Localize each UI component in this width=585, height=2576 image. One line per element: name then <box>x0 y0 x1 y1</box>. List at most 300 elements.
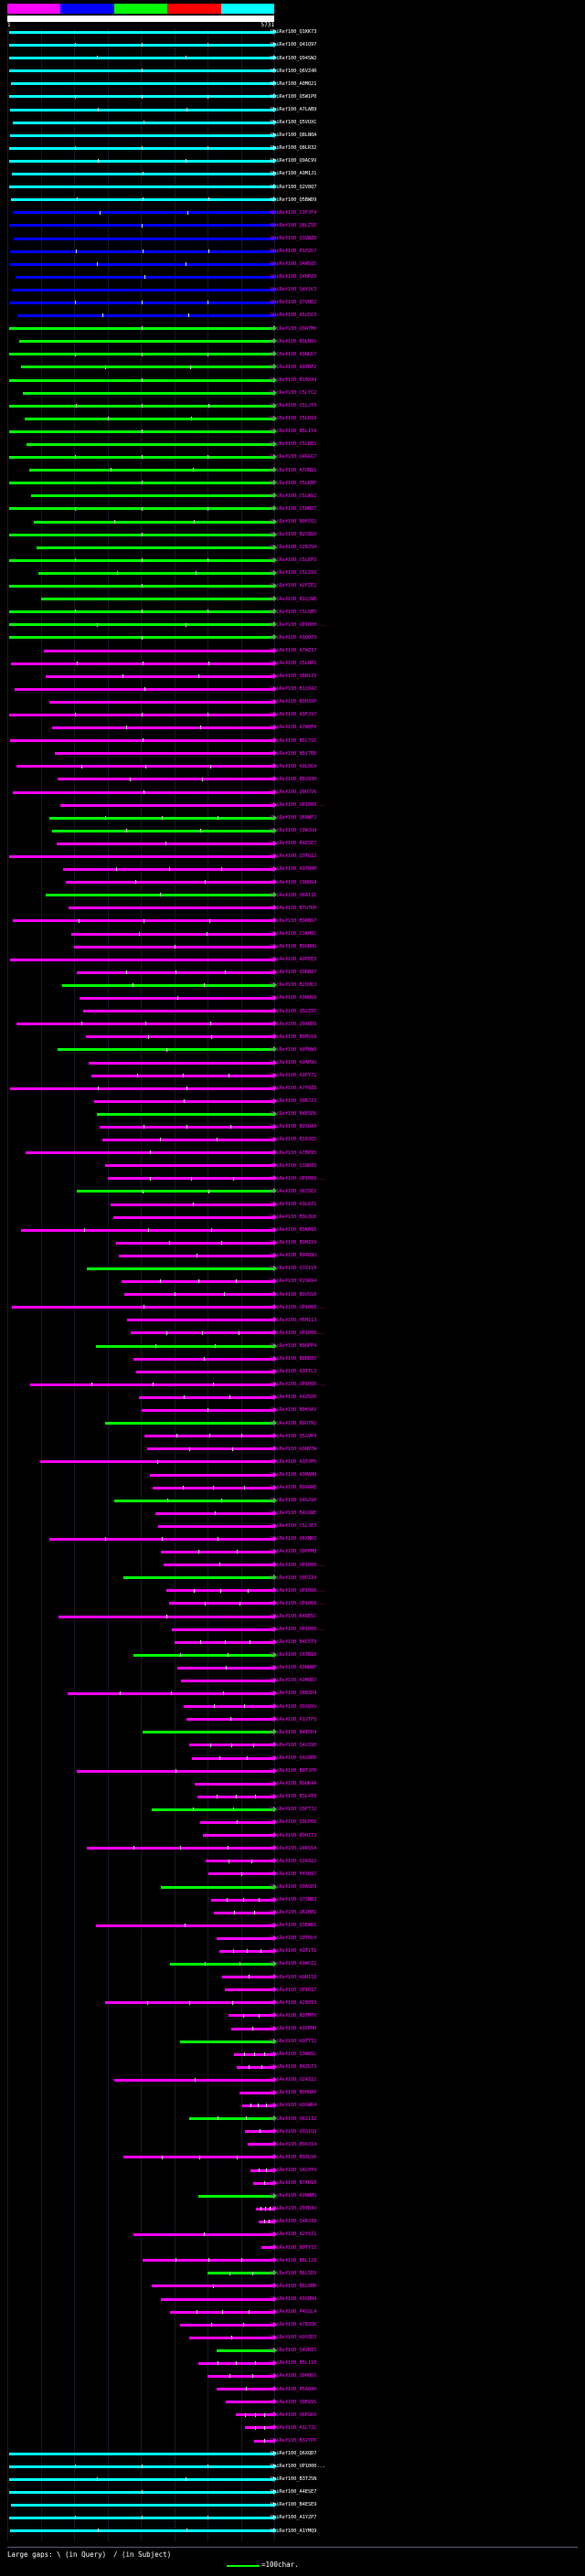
alignment-row[interactable] <box>0 2153 585 2166</box>
alignment-row[interactable] <box>0 248 585 260</box>
hit-label[interactable]: UniRef100_Q4VK85 <box>271 2348 317 2354</box>
hit-label[interactable]: UniRef100_B9HZ73 <box>271 1832 317 1839</box>
hsp-bar[interactable] <box>83 1010 274 1012</box>
alignment-row[interactable] <box>0 1535 585 1548</box>
hit-label[interactable]: UniRef100_Q2A322 <box>271 2077 317 2083</box>
alignment-row[interactable] <box>0 1484 585 1497</box>
alignment-row[interactable] <box>0 92 585 105</box>
alignment-row[interactable] <box>0 2295 585 2308</box>
hit-label[interactable]: UniRef100_B5L110 <box>271 2360 317 2367</box>
hit-label[interactable]: UniRef100_Q9RJ23 <box>271 1098 317 1105</box>
alignment-row[interactable] <box>0 633 585 646</box>
hsp-bar[interactable] <box>96 1345 274 1348</box>
hit-label[interactable]: UniRef100_B4ESE6 <box>271 1111 317 1118</box>
hsp-bar[interactable] <box>180 2324 274 2327</box>
hit-label[interactable]: UniRef100_B9GPP4 <box>271 1342 317 1349</box>
hit-label[interactable]: UniRef100_C3FJF4 <box>271 209 317 216</box>
hsp-bar[interactable] <box>29 469 274 472</box>
alignment-row[interactable] <box>0 1290 585 1303</box>
hsp-bar[interactable] <box>152 1808 274 1811</box>
hsp-bar[interactable] <box>102 1139 274 1141</box>
hit-label[interactable]: UniRef100_Q9RB27 <box>271 970 317 976</box>
hit-label[interactable]: UniRef100_B8TJFR <box>271 1768 317 1775</box>
alignment-row[interactable] <box>0 620 585 633</box>
alignment-row[interactable] <box>0 208 585 221</box>
alignment-row[interactable] <box>0 2167 585 2179</box>
hit-label[interactable]: UniRef100_A9NNMS <box>271 2193 317 2200</box>
alignment-row[interactable] <box>0 2488 585 2501</box>
alignment-row[interactable] <box>0 2179 585 2192</box>
hsp-bar[interactable] <box>214 1912 274 1914</box>
hit-label[interactable]: UniRef100_Q6XQD7 <box>271 2451 317 2457</box>
hit-label[interactable]: UniRef100_B5V7BE <box>271 750 317 757</box>
alignment-row[interactable] <box>0 221 585 234</box>
alignment-row[interactable] <box>0 2527 585 2539</box>
hit-label[interactable]: UniRef100_B9H3XP <box>271 699 317 705</box>
hsp-bar[interactable] <box>10 959 274 961</box>
hsp-bar[interactable] <box>25 418 274 420</box>
hit-label[interactable]: UniRef100_A1Y2P7 <box>271 2515 317 2521</box>
alignment-row[interactable] <box>0 428 585 440</box>
hit-label[interactable]: UniRef100_Q7SNB3 <box>271 1896 317 1903</box>
hsp-bar[interactable] <box>150 1474 274 1477</box>
hsp-bar[interactable] <box>127 1319 274 1321</box>
hit-label[interactable]: UniRef100_B4C5T9 <box>271 1639 317 1646</box>
hit-label[interactable]: UniRef100_Q2V8Q7 <box>271 184 317 190</box>
hsp-bar[interactable] <box>9 160 274 163</box>
alignment-row[interactable] <box>0 363 585 376</box>
alignment-row[interactable] <box>0 2063 585 2076</box>
alignment-row[interactable] <box>0 1342 585 1355</box>
alignment-row[interactable] <box>0 904 585 917</box>
hsp-bar[interactable] <box>58 778 274 780</box>
alignment-row[interactable] <box>0 2089 585 2102</box>
hsp-bar[interactable] <box>19 340 274 343</box>
alignment-row[interactable] <box>0 1406 585 1419</box>
hit-label[interactable]: UniRef100_A9TY31 <box>271 2039 317 2045</box>
hit-label[interactable]: UniRef100_Q3T0L4 <box>271 1935 317 1942</box>
hit-label[interactable]: UniRef100_P4SSL4 <box>271 2308 317 2315</box>
hsp-bar[interactable] <box>181 1680 274 1682</box>
alignment-row[interactable] <box>0 389 585 402</box>
alignment-row[interactable] <box>0 749 585 762</box>
alignment-row[interactable] <box>0 1445 585 1458</box>
alignment-row[interactable] <box>0 1265 585 1277</box>
alignment-row[interactable] <box>0 2308 585 2321</box>
hit-label[interactable]: UniRef100_A9NVJW <box>271 1446 317 1452</box>
hit-label[interactable]: UniRef100_B9XJ14 <box>271 2141 317 2147</box>
hit-label[interactable]: UniRef100_Q7VUE2 <box>271 300 317 306</box>
alignment-row[interactable] <box>0 54 585 67</box>
hsp-bar[interactable] <box>195 1783 274 1786</box>
alignment-row[interactable] <box>0 724 585 737</box>
alignment-row[interactable] <box>0 1174 585 1187</box>
hsp-bar[interactable] <box>180 2041 274 2043</box>
alignment-row[interactable] <box>0 827 585 840</box>
hit-label[interactable]: UniRef100_Q4RJ38 <box>271 2219 317 2225</box>
hit-label[interactable]: UniRef100_B9SU4A <box>271 1124 317 1130</box>
hit-label[interactable]: UniRef100_Q1KK73 <box>271 29 317 36</box>
hsp-bar[interactable] <box>49 701 274 704</box>
hsp-bar[interactable] <box>237 2066 274 2069</box>
hit-label[interactable]: UniRef100_P4SQ97 <box>271 1871 317 1877</box>
alignment-row[interactable] <box>0 1831 585 1844</box>
hit-label[interactable]: UniRef100_Q9XUD9 <box>271 1021 317 1027</box>
alignment-row[interactable] <box>0 41 585 54</box>
alignment-row[interactable] <box>0 1381 585 1394</box>
alignment-row[interactable] <box>0 1690 585 1702</box>
alignment-row[interactable] <box>0 415 585 428</box>
alignment-row[interactable] <box>0 286 585 299</box>
alignment-row[interactable] <box>0 2463 585 2475</box>
hit-label[interactable]: UniRef100_A9SWK4 <box>271 2103 317 2109</box>
hit-label[interactable]: UniRef100_C5LWV2 <box>271 493 317 499</box>
alignment-row[interactable] <box>0 595 585 608</box>
alignment-row[interactable] <box>0 801 585 814</box>
alignment-row[interactable] <box>0 1059 585 1072</box>
alignment-row[interactable] <box>0 1497 585 1510</box>
hsp-bar[interactable] <box>21 366 274 368</box>
alignment-row[interactable] <box>0 1432 585 1445</box>
alignment-row[interactable] <box>0 2423 585 2436</box>
alignment-row[interactable] <box>0 1110 585 1123</box>
alignment-row[interactable] <box>0 1510 585 1522</box>
alignment-row[interactable] <box>0 2231 585 2243</box>
alignment-row[interactable] <box>0 1599 585 1612</box>
alignment-row[interactable] <box>0 1522 585 1535</box>
hsp-bar[interactable] <box>86 1035 274 1038</box>
alignment-row[interactable] <box>0 762 585 775</box>
hsp-bar[interactable] <box>77 1190 274 1193</box>
hit-label[interactable]: UniRef100_B9U7N2 <box>271 1420 317 1426</box>
alignment-row[interactable] <box>0 80 585 92</box>
alignment-row[interactable] <box>0 1355 585 1368</box>
alignment-row[interactable] <box>0 1007 585 1020</box>
hit-label[interactable]: UniRef100_Q4GGC7 <box>271 454 317 461</box>
alignment-row[interactable] <box>0 1368 585 1381</box>
alignment-row[interactable] <box>0 1728 585 1741</box>
hit-label[interactable]: UniRef100_Q9U7V6 <box>271 789 317 795</box>
hit-label[interactable]: UniRef100_Q9FPM8 <box>271 1549 317 1555</box>
hit-label[interactable]: UniRef100_B5LIY4 <box>271 429 317 435</box>
alignment-row[interactable] <box>0 466 585 479</box>
hsp-bar[interactable] <box>136 1371 274 1373</box>
alignment-row[interactable] <box>0 518 585 531</box>
alignment-row[interactable] <box>0 2334 585 2347</box>
hit-label[interactable]: UniRef100_Q9SQYU <box>271 1703 317 1710</box>
hit-label[interactable]: UniRef100_Q8LZ5P <box>271 222 317 228</box>
alignment-row[interactable] <box>0 865 585 878</box>
hit-label[interactable]: UniRef100_B3JYPP <box>271 2437 317 2443</box>
hit-label[interactable]: UniRef100_A9TQ4M <box>271 866 317 873</box>
hit-label[interactable]: UniRef100_B1QJWE <box>271 596 317 602</box>
hsp-bar[interactable] <box>161 1551 274 1553</box>
hsp-bar[interactable] <box>105 1422 274 1425</box>
hsp-bar[interactable] <box>9 31 274 34</box>
hit-label[interactable]: UniRef100_C5LD19 <box>271 416 317 422</box>
alignment-row[interactable] <box>0 1638 585 1651</box>
hsp-bar[interactable] <box>229 2014 274 2017</box>
alignment-row[interactable] <box>0 1471 585 1484</box>
alignment-row[interactable] <box>0 853 585 865</box>
hsp-bar[interactable] <box>113 1216 274 1219</box>
hit-label[interactable]: UniRef100_B9U5S0 <box>271 1291 317 1298</box>
alignment-row[interactable] <box>0 2038 585 2051</box>
hit-label[interactable]: UniRef100_C9WJU4 <box>271 828 317 834</box>
alignment-row[interactable] <box>0 2256 585 2269</box>
alignment-row[interactable] <box>0 1613 585 1626</box>
alignment-row[interactable] <box>0 1419 585 1432</box>
alignment-row[interactable] <box>0 2076 585 2089</box>
hit-label[interactable]: UniRef100_A9S3D3 <box>271 2335 317 2341</box>
hsp-bar[interactable] <box>105 1164 274 1167</box>
alignment-row[interactable] <box>0 544 585 557</box>
hit-label[interactable]: UniRef100_Q9EG9S <box>271 2399 317 2405</box>
alignment-row[interactable] <box>0 1818 585 1831</box>
hit-label[interactable]: UniRef100_Q9PZ34 <box>271 1574 317 1581</box>
alignment-row[interactable] <box>0 1715 585 1728</box>
hit-label[interactable]: UniRef100_A7WZ37 <box>271 647 317 653</box>
hsp-bar[interactable] <box>52 726 274 729</box>
hit-label[interactable]: UniRef100_A9SUN4 <box>271 2295 317 2302</box>
alignment-row[interactable] <box>0 1664 585 1677</box>
alignment-row[interactable] <box>0 673 585 685</box>
alignment-row[interactable] <box>0 1020 585 1033</box>
hsp-bar[interactable] <box>14 238 274 240</box>
alignment-row[interactable] <box>0 1085 585 1097</box>
hit-label[interactable]: UniRef100_A9WC22 <box>271 1961 317 1967</box>
alignment-row[interactable] <box>0 144 585 157</box>
hit-label[interactable]: UniRef100_C5LZ9X <box>271 570 317 577</box>
alignment-row[interactable] <box>0 1045 585 1058</box>
hit-label[interactable]: UniRef100_Q3EWK1 <box>271 1923 317 1929</box>
hsp-bar[interactable] <box>123 1576 274 1579</box>
alignment-row[interactable] <box>0 557 585 569</box>
hit-label[interactable]: UniRef100_A2B813 <box>271 1999 317 2006</box>
alignment-row[interactable] <box>0 1033 585 1045</box>
hsp-bar[interactable] <box>38 572 274 575</box>
hsp-bar[interactable] <box>239 2092 274 2094</box>
hit-label[interactable]: UniRef100_B3L4T0 <box>271 1794 317 1800</box>
hit-label[interactable]: UniRef100_Q4V1K3 <box>271 287 317 293</box>
hit-label[interactable]: UniRef100_A9FEE3 <box>271 957 317 963</box>
hsp-bar[interactable] <box>207 2272 274 2274</box>
hsp-bar[interactable] <box>9 855 274 858</box>
hsp-bar[interactable] <box>217 2349 274 2352</box>
alignment-row[interactable] <box>0 1214 585 1226</box>
alignment-row[interactable] <box>0 402 585 415</box>
alignment-row[interactable] <box>0 1123 585 1136</box>
hit-label[interactable]: UniRef100_A7UNV1 <box>271 467 317 473</box>
alignment-row[interactable] <box>0 453 585 466</box>
alignment-row[interactable] <box>0 1922 585 1935</box>
hit-label[interactable]: UniRef100_Q5VUXC <box>271 120 317 126</box>
hit-label[interactable]: UniRef100_Q4G0RE <box>271 1754 317 1761</box>
alignment-row[interactable] <box>0 1870 585 1882</box>
hsp-bar[interactable] <box>161 1886 274 1889</box>
alignment-row[interactable] <box>0 1702 585 1715</box>
hsp-bar[interactable] <box>10 2529 274 2532</box>
alignment-row[interactable] <box>0 196 585 208</box>
alignment-row[interactable] <box>0 299 585 312</box>
hsp-bar[interactable] <box>52 830 274 832</box>
hit-label[interactable]: UniRef100_B3TJ5N <box>271 2476 317 2483</box>
alignment-row[interactable] <box>0 312 585 324</box>
alignment-row[interactable] <box>0 324 585 337</box>
hit-label[interactable]: UniRef100_UP1000... <box>271 1600 325 1606</box>
hit-label[interactable]: UniRef100_Q5BWD9 <box>271 196 317 203</box>
hsp-bar[interactable] <box>10 134 274 137</box>
hit-label[interactable]: UniRef100_A9TJM5 <box>271 1458 317 1465</box>
hit-label[interactable]: UniRef100_Q9LP66 <box>271 1819 317 1826</box>
alignment-row[interactable] <box>0 170 585 183</box>
hit-label[interactable]: UniRef100_B1Q34Z <box>271 686 317 693</box>
hit-label[interactable]: UniRef100_C3KH5C <box>271 930 317 937</box>
hit-label[interactable]: UniRef100_C9NUG4 <box>271 879 317 885</box>
hsp-bar[interactable] <box>46 675 274 678</box>
hit-label[interactable]: UniRef100_Q4HP20 <box>271 274 317 281</box>
alignment-row[interactable] <box>0 2347 585 2359</box>
alignment-row[interactable] <box>0 1947 585 1960</box>
alignment-row[interactable] <box>0 479 585 492</box>
hit-label[interactable]: UniRef100_Q4GJ90 <box>271 1498 317 1504</box>
hit-label[interactable]: UniRef100_A7LAB9 <box>271 106 317 112</box>
hsp-bar[interactable] <box>69 906 274 909</box>
alignment-row[interactable] <box>0 2051 585 2063</box>
hit-label[interactable]: UniRef100_A9T1T1 <box>271 1948 317 1955</box>
hit-label[interactable]: UniRef100_A7BP95 <box>271 1150 317 1156</box>
hsp-bar[interactable] <box>10 1087 274 1090</box>
hit-label[interactable]: UniRef100_Q2A322 <box>271 1858 317 1864</box>
hit-label[interactable]: UniRef100_A7WQF9 <box>271 725 317 731</box>
hsp-bar[interactable] <box>206 1860 274 1862</box>
hit-label[interactable]: UniRef100_UP1000... <box>271 1330 325 1336</box>
alignment-row[interactable] <box>0 1998 585 2011</box>
alignment-row[interactable] <box>0 2411 585 2423</box>
alignment-row[interactable] <box>0 1277 585 1290</box>
hit-label[interactable]: UniRef100_C5NMJ7 <box>271 505 317 512</box>
hit-label[interactable]: UniRef100_Q9A7M0 <box>271 325 317 332</box>
hit-label[interactable]: UniRef100_Q3TG12 <box>271 853 317 860</box>
hit-label[interactable]: UniRef100_B1B3Q5 <box>271 1137 317 1143</box>
hsp-bar[interactable] <box>10 109 274 111</box>
alignment-row[interactable] <box>0 1149 585 1161</box>
alignment-row[interactable] <box>0 2398 585 2411</box>
hit-label[interactable]: UniRef100_B9TQ9U <box>271 1253 317 1259</box>
hsp-bar[interactable] <box>89 1062 274 1065</box>
hsp-bar[interactable] <box>158 1525 274 1528</box>
hit-label[interactable]: UniRef100_Q6NWFJ <box>271 815 317 822</box>
hit-label[interactable]: UniRef100_UP1017 <box>271 1987 317 1993</box>
alignment-row[interactable] <box>0 1883 585 1896</box>
hit-label[interactable]: UniRef100_UP1000... <box>271 1627 325 1633</box>
alignment-row[interactable] <box>0 1201 585 1214</box>
hit-label[interactable]: UniRef100_A2FZE2 <box>271 583 317 589</box>
alignment-row[interactable] <box>0 775 585 788</box>
hit-label[interactable]: UniRef100_UP1000... <box>271 1304 325 1310</box>
hit-label[interactable]: UniRef100_A7P8Z8 <box>271 1086 317 1092</box>
hsp-bar[interactable] <box>143 1731 274 1733</box>
alignment-row[interactable] <box>0 1844 585 1857</box>
alignment-row[interactable] <box>0 2437 585 2450</box>
hsp-bar[interactable] <box>217 1937 274 1940</box>
hit-label[interactable]: UniRef100_Q4L9Y4 <box>271 2167 317 2173</box>
hit-label[interactable]: UniRef100_Q6XNKZ <box>271 1536 317 1542</box>
alignment-row[interactable] <box>0 956 585 969</box>
hit-label[interactable]: UniRef100_UP1000... <box>271 2464 325 2470</box>
hit-label[interactable]: UniRef100_A4ESE7 <box>271 2489 317 2496</box>
hit-label[interactable]: UniRef100_B1BX44 <box>271 376 317 383</box>
hit-label[interactable]: UniRef100_Q92Z9T <box>271 1008 317 1014</box>
hit-label[interactable]: UniRef100_B6L9BR <box>271 2283 317 2289</box>
alignment-row[interactable] <box>0 1754 585 1767</box>
hsp-bar[interactable] <box>9 623 274 626</box>
alignment-row[interactable] <box>0 1806 585 1818</box>
hit-label[interactable]: UniRef100_B4RE5C <box>271 1613 317 1619</box>
alignment-row[interactable] <box>0 1561 585 1574</box>
hit-label[interactable]: UniRef100_B9TY1S <box>271 2244 317 2251</box>
alignment-row[interactable] <box>0 969 585 981</box>
alignment-row[interactable] <box>0 2243 585 2256</box>
hit-label[interactable]: UniRef100_C5LKNF <box>271 480 317 486</box>
hit-label[interactable]: UniRef100_UP1000... <box>271 1587 325 1594</box>
hsp-bar[interactable] <box>169 1602 274 1605</box>
hit-label[interactable]: UniRef100_Q8N13V <box>271 673 317 680</box>
hit-label[interactable]: UniRef100_A9QQ73 <box>271 634 317 641</box>
hsp-bar[interactable] <box>161 2298 274 2301</box>
hit-label[interactable]: UniRef100_Q6FGK0 <box>271 2412 317 2418</box>
hit-label[interactable]: UniRef100_A9NQG9 <box>271 995 317 1002</box>
hsp-bar[interactable] <box>37 546 274 549</box>
hit-label[interactable]: UniRef100_B4ESE9 <box>271 2502 317 2508</box>
alignment-row[interactable] <box>0 157 585 170</box>
hit-label[interactable]: UniRef100_B5C7S5 <box>271 737 317 744</box>
hit-label[interactable]: UniRef100_Q8BZR4 <box>271 1691 317 1697</box>
hit-label[interactable]: UniRef100_B9MSV8 <box>271 1034 317 1040</box>
alignment-row[interactable] <box>0 1626 585 1638</box>
hit-label[interactable]: UniRef100_B9HUA0 <box>271 2090 317 2096</box>
alignment-row[interactable] <box>0 1909 585 1922</box>
hit-label[interactable]: UniRef100_Q9HQ5S <box>271 2373 317 2380</box>
alignment-row[interactable] <box>0 943 585 956</box>
hit-label[interactable]: UniRef100_Q6ZHP2 <box>271 1910 317 1916</box>
alignment-row[interactable] <box>0 531 585 544</box>
hit-label[interactable]: UniRef100_A9NDNF <box>271 1665 317 1671</box>
hit-label[interactable]: UniRef100_A1YMQ9 <box>271 2528 317 2534</box>
alignment-row[interactable] <box>0 2450 585 2463</box>
alignment-row[interactable] <box>0 2501 585 2514</box>
alignment-row[interactable] <box>0 2140 585 2153</box>
hsp-bar[interactable] <box>66 881 274 884</box>
alignment-row[interactable] <box>0 737 585 749</box>
hsp-bar[interactable] <box>9 2453 274 2455</box>
hsp-bar[interactable] <box>44 650 274 652</box>
hit-label[interactable]: UniRef100_B9L3U6 <box>271 1214 317 1221</box>
alignment-row[interactable] <box>0 2514 585 2527</box>
hit-label[interactable]: UniRef100_A5U5C3 <box>271 313 317 319</box>
hsp-bar[interactable] <box>62 984 274 987</box>
hit-label[interactable]: UniRef100_B8BD35 <box>271 1356 317 1362</box>
hit-label[interactable]: UniRef100_A7BZQK <box>271 2322 317 2328</box>
hit-label[interactable]: UniRef100_C5LHP1 <box>271 660 317 666</box>
alignment-row[interactable] <box>0 1548 585 1561</box>
alignment-row[interactable] <box>0 1651 585 1664</box>
alignment-row[interactable] <box>0 647 585 660</box>
hit-label[interactable]: UniRef100_H5M113 <box>271 1317 317 1323</box>
alignment-row[interactable] <box>0 1187 585 1200</box>
hit-label[interactable]: UniRef100_Q8LR32 <box>271 145 317 152</box>
alignment-row[interactable] <box>0 2192 585 2205</box>
